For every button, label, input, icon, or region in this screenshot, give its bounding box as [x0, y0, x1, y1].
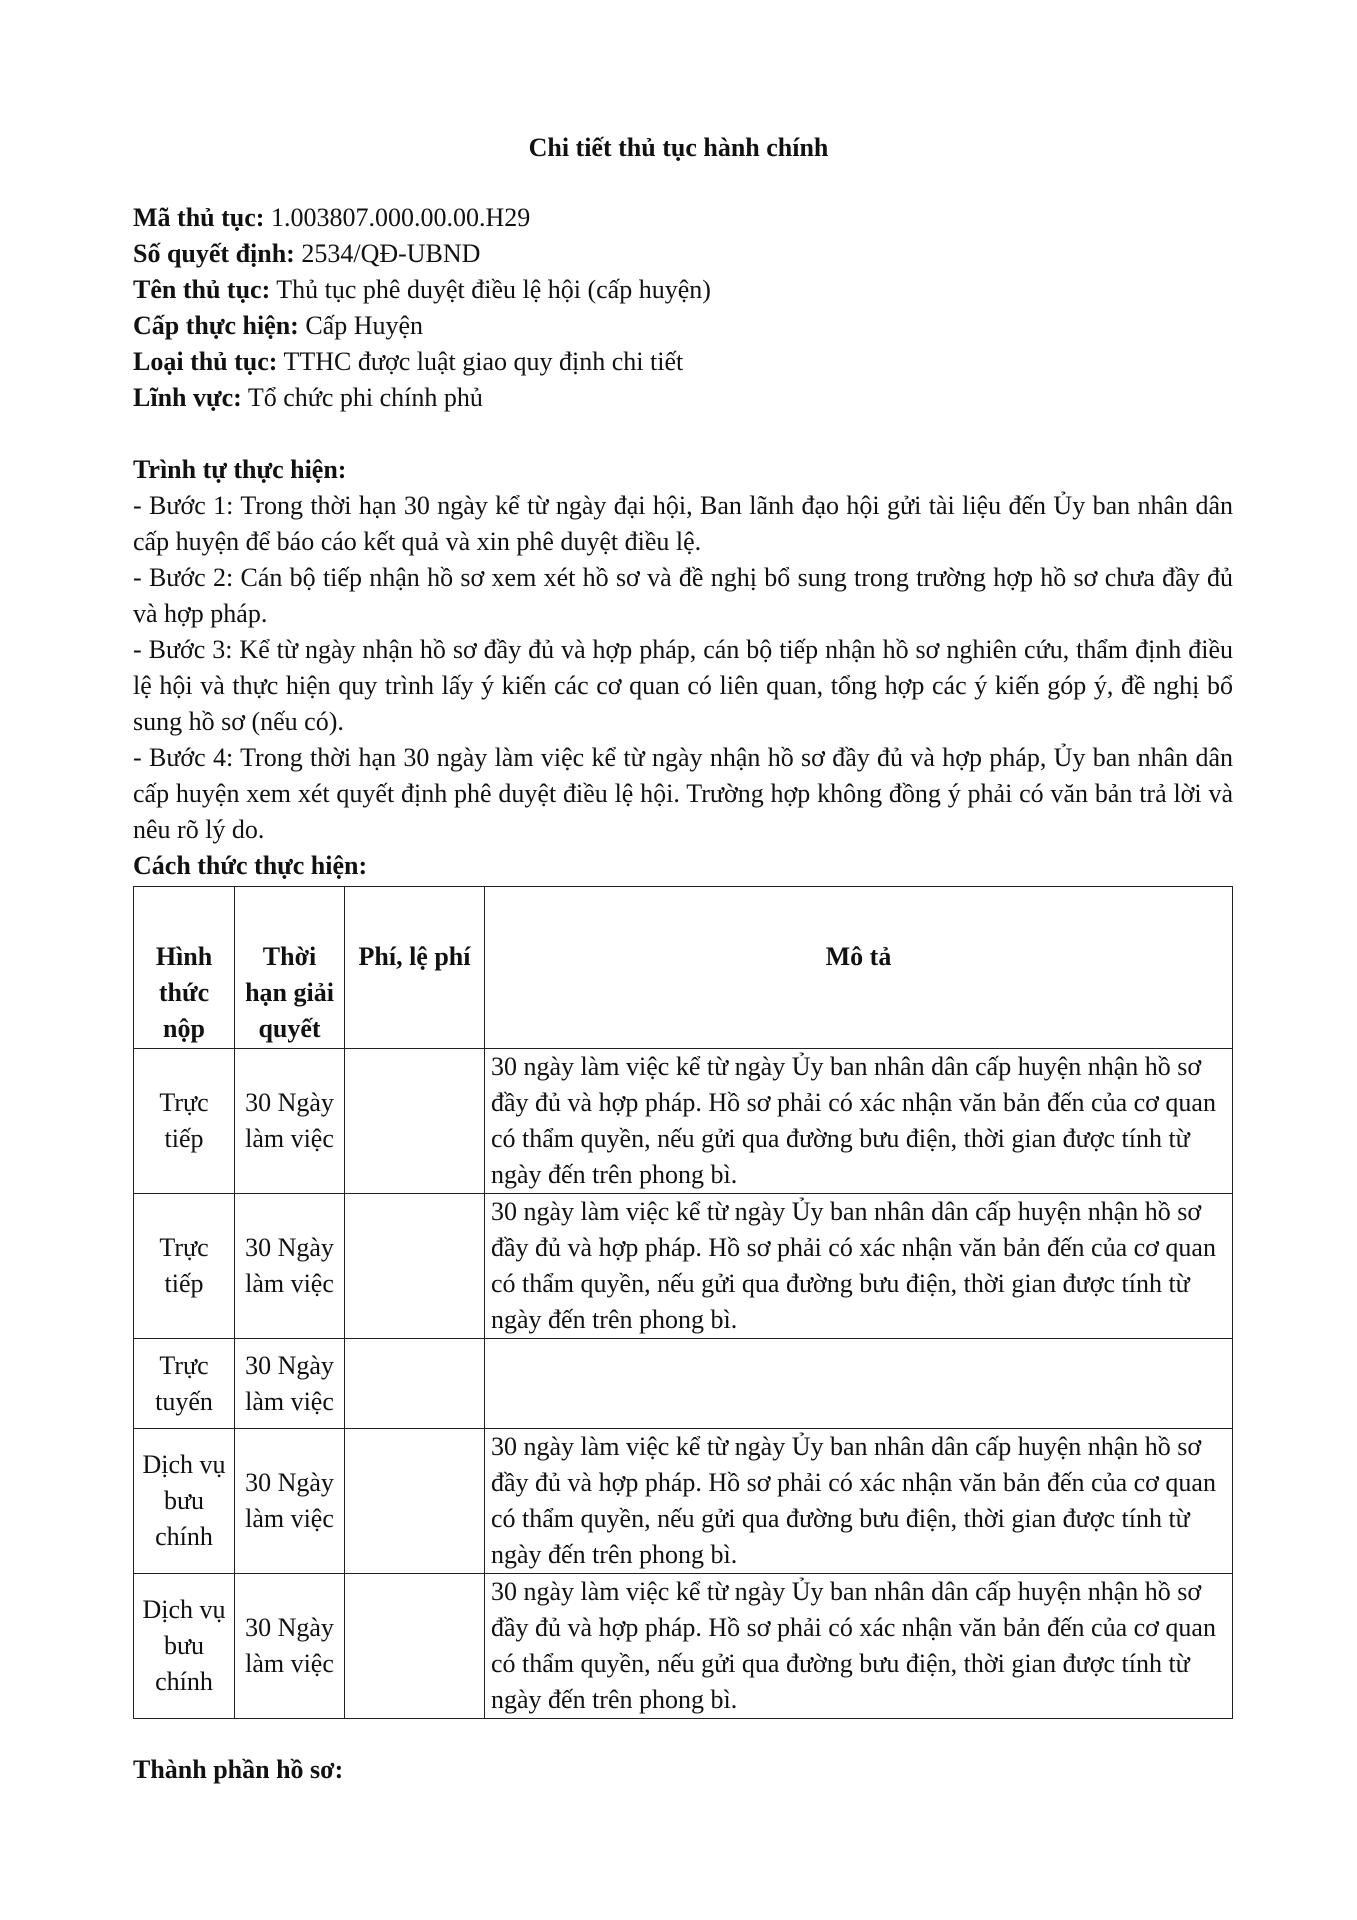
step-2: - Bước 2: Cán bộ tiếp nhận hồ sơ xem xét hồ sơ và đề nghị bổ sung trong trường hợp hồ sơ chưa đầy đủ và hợp pháp. [133, 563, 1233, 628]
table-row [134, 1194, 1233, 1339]
step-4: - Bước 4: Trong thời hạn 30 ngày làm việc kể từ ngày nhận hồ sơ đầy đủ và hợp pháp, Ủy ban nhân dân cấp huyện xem xét quyết định phê duyệt điều lệ hội. Trường hợp không đồng ý phải có văn bản trả lời và nêu rõ lý do. [133, 743, 1233, 844]
meta-value: TTHC được luật giao quy định chi tiết [283, 347, 684, 376]
meta-procedure-code [133, 200, 1233, 236]
meta-label: Lĩnh vực: [133, 383, 242, 412]
header-deadline: Thời hạn giải quyết [235, 887, 345, 1049]
methods-table [133, 886, 1233, 1719]
table-row [134, 1429, 1233, 1574]
meta-value: 1.003807.000.00.00.H29 [270, 203, 531, 232]
meta-value: 2534/QĐ-UBND [301, 239, 481, 268]
cell-fee [345, 1574, 485, 1719]
cell-fee [345, 1429, 485, 1574]
header-fee: Phí, lệ phí [345, 887, 485, 1049]
cell-description [485, 1339, 1233, 1429]
header-description: Mô tả [485, 887, 1233, 1049]
cell-deadline: 30 Ngày làm việc [235, 1574, 345, 1719]
meta-label: Mã thủ tục: [133, 203, 265, 232]
meta-procedure-name [133, 272, 1233, 308]
meta-decision-number [133, 236, 1233, 272]
cell-form: Trực tiếp [134, 1049, 235, 1194]
meta-value: Thủ tục phê duyệt điều lệ hội (cấp huyện) [276, 275, 711, 304]
cell-deadline: 30 Ngày làm việc [235, 1429, 345, 1574]
cell-fee [345, 1194, 485, 1339]
meta-value: Tổ chức phi chính phủ [247, 383, 483, 412]
section-title-methods: Cách thức thực hiện: [133, 851, 368, 880]
cell-form: Trực tiếp [134, 1194, 235, 1339]
procedure-metadata [133, 200, 1233, 416]
meta-field [133, 380, 1233, 416]
table-row [134, 1339, 1233, 1429]
meta-label: Loại thủ tục: [133, 347, 278, 376]
table-row [134, 1574, 1233, 1719]
table-row [134, 1049, 1233, 1194]
section-title-documents: Thành phần hồ sơ: [133, 1755, 344, 1784]
page-title: Chi tiết thủ tục hành chính [528, 133, 829, 162]
cell-deadline: 30 Ngày làm việc [235, 1049, 345, 1194]
procedure-steps [133, 452, 1233, 848]
cell-fee [345, 1049, 485, 1194]
meta-value: Cấp Huyện [305, 311, 424, 340]
meta-procedure-type [133, 344, 1233, 380]
section-title-procedure: Trình tự thực hiện: [133, 455, 347, 484]
cell-fee [345, 1339, 485, 1429]
cell-form: Dịch vụ bưu chính [134, 1574, 235, 1719]
cell-form: Trực tuyến [134, 1339, 235, 1429]
table-header-row [134, 887, 1233, 1049]
cell-description: 30 ngày làm việc kể từ ngày Ủy ban nhân dân cấp huyện nhận hồ sơ đầy đủ và hợp pháp. Hồ sơ phải có xác nhận văn bản đến của cơ quan có thẩm quyền, nếu gửi qua đường bưu điện, thời gian được tính từ ngày đến trên phong bì. [485, 1574, 1233, 1719]
header-submission-form: Hình thức nộp [134, 887, 235, 1049]
cell-description: 30 ngày làm việc kể từ ngày Ủy ban nhân dân cấp huyện nhận hồ sơ đầy đủ và hợp pháp. Hồ sơ phải có xác nhận văn bản đến của cơ quan có thẩm quyền, nếu gửi qua đường bưu điện, thời gian được tính từ ngày đến trên phong bì. [485, 1194, 1233, 1339]
cell-description: 30 ngày làm việc kể từ ngày Ủy ban nhân dân cấp huyện nhận hồ sơ đầy đủ và hợp pháp. Hồ sơ phải có xác nhận văn bản đến của cơ quan có thẩm quyền, nếu gửi qua đường bưu điện, thời gian được tính từ ngày đến trên phong bì. [485, 1049, 1233, 1194]
meta-label: Cấp thực hiện: [133, 311, 299, 340]
meta-label: Tên thủ tục: [133, 275, 271, 304]
cell-deadline: 30 Ngày làm việc [235, 1339, 345, 1429]
step-1: - Bước 1: Trong thời hạn 30 ngày kể từ ngày đại hội, Ban lãnh đạo hội gửi tài liệu đến Ủy ban nhân dân cấp huyện để báo cáo kết quả và xin phê duyệt điều lệ. [133, 491, 1233, 556]
cell-description: 30 ngày làm việc kể từ ngày Ủy ban nhân dân cấp huyện nhận hồ sơ đầy đủ và hợp pháp. Hồ sơ phải có xác nhận văn bản đến của cơ quan có thẩm quyền, nếu gửi qua đường bưu điện, thời gian được tính từ ngày đến trên phong bì. [485, 1429, 1233, 1574]
meta-label: Số quyết định: [133, 239, 295, 268]
cell-form: Dịch vụ bưu chính [134, 1429, 235, 1574]
meta-execution-level [133, 308, 1233, 344]
cell-deadline: 30 Ngày làm việc [235, 1194, 345, 1339]
step-3: - Bước 3: Kể từ ngày nhận hồ sơ đầy đủ và hợp pháp, cán bộ tiếp nhận hồ sơ nghiên cứu, thẩm định điều lệ hội và thực hiện quy trình lấy ý kiến các cơ quan có liên quan, tổng hợp các ý kiến góp ý, đề nghị bổ sung hồ sơ (nếu có). [133, 635, 1233, 736]
